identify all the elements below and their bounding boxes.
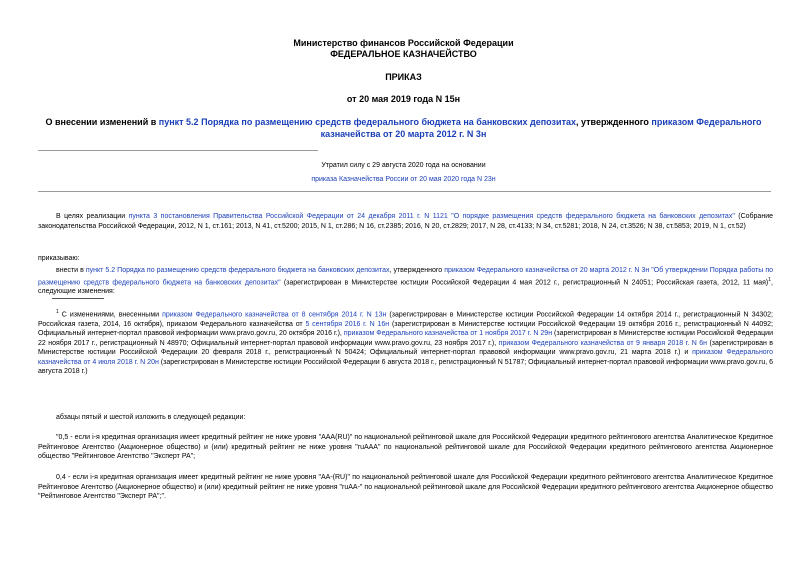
document-type: ПРИКАЗ — [385, 72, 422, 82]
title-link-order[interactable]: приказом Федерального казначейства от 20 марта 2012 г. N 3н — [320, 117, 762, 139]
footnote-mark: 1 — [56, 309, 59, 315]
footnote-link-5[interactable]: приказом Федерального казначейства от 4 июля 2018 г. N 20н — [38, 349, 773, 366]
amendment-link-order[interactable]: приказом Федерального казначейства от 20 марта 2012 г. N 3н "Об утверждении Порядка работы по размещению средств федерального бюджета на банковских депозитах" — [38, 267, 774, 286]
status-link[interactable]: приказа Казначейства России от 20 мая 2020 года N 23н — [311, 176, 496, 183]
footnote-link-2[interactable]: 5 сентября 2016 г. N 16н — [305, 320, 390, 328]
footnote-text-3: (зарегистрирован в Министерстве юстиции Российской Федерации 19 октября 2016 г., регистрационный N 44092; Официальный интернет-портал правовой информации www.pravo.gov.ru, 20 октября 2016 г.), — [38, 320, 773, 338]
title-middle: , утвержденного — [576, 117, 652, 127]
preamble-link-resolution[interactable]: пункта 3 постановления Правительства Российской Федерации от 24 декабря 2011 г. N 1121 "О порядке размещения средств федерального бюджета на банковских депозитах" — [128, 213, 735, 220]
amendment-text-2: , утвержденного — [389, 267, 445, 274]
title-prefix: О внесении изменений в — [45, 117, 159, 127]
footnote-ref[interactable]: 1 — [768, 276, 772, 283]
footnote-link-1[interactable]: приказом Федерального казначейства от 8 сентября 2014 г. N 13н — [162, 311, 387, 319]
ministry-name: Министерство финансов Российской Федерации — [293, 38, 514, 48]
quote-paragraph-2: 0,4 - если i-я кредитная организация имеет кредитный рейтинг не ниже уровня "AA-(RU)" по национальной рейтинговой шкале для Российской Федерации кредитного рейтингового агентства Аналитическое Кредитное Рейтинговое Агентство (Акционерное общество) и (или) кредитный рейтинг не ниже уровня "ruAA-" по национальной рейтинговой шкале для Российской Федерации кредитного рейтингового агентства Акционерное общество "Рейтинговое Агентство "Эксперт РА";". — [38, 474, 773, 500]
divider-status — [38, 191, 771, 192]
agency-name: ФЕДЕРАЛЬНОЕ КАЗНАЧЕЙСТВО — [330, 49, 477, 59]
footnote-text-1: С изменениями, внесенными — [58, 311, 163, 319]
amendment-paragraph — [38, 266, 773, 297]
footnote-paragraph — [38, 308, 773, 377]
status-line: Утратил силу с 29 августа 2020 года на основании — [321, 162, 486, 169]
amendment-link-procedure[interactable]: пункт 5.2 Порядка по размещению средств федерального бюджета на банковских депозитах — [85, 267, 390, 274]
amendment-text-1: внести в — [56, 267, 86, 274]
quote-paragraph-1: "0,5 - если i-я кредитная организация имеет кредитный рейтинг не ниже уровня "AAA(RU)" по национальной рейтинговой шкале для Российской Федерации кредитного рейтингового агентства Аналитическое Кредитное Рейтинговое Агентство (Акционерное общество) и (или) кредитный рейтинг не ниже уровня "ruAAA" по национальной рейтинговой шкале для Российской Федерации кредитного рейтингового агентства Акционерное общество "Рейтинговое Агентство "Эксперт РА"; — [38, 434, 773, 460]
preamble-text-2: (Собрание законодательства Российской Федерации, 2012, N 1, ст.161; 2013, N 41, ст.5200; 2015, N 1, ст.286; N 16, ст.2385; 2016, N 20, ст.2829; 2017, N 28, ст.4133; N 34, ст.5281; 2018, N 24, ст.3526; N 38, ст.5853; 2019, N 1, ст.52) — [38, 213, 773, 230]
amendment-text-4: , следующие изменения: — [38, 278, 773, 296]
footnote-text-2: (зарегистрирован в Министерстве юстиции Российской Федерации 14 октября 2014 г., регистрационный N 34302; Российская газета, 2014, 16 октября), приказом Федерального казначейства от — [38, 311, 773, 328]
footnote-divider — [52, 298, 104, 299]
document-title — [40, 116, 767, 140]
instruction-paragraph: абзацы пятый и шестой изложить в следующей редакции: — [56, 414, 246, 421]
footnote-text-6: (зарегистрирован в Министерстве юстиции Российской Федерации 6 августа 2018 г., регистрационный N 51787; Официальный интернет-портал правовой информации www.pravo.gov.ru, 6 августа 2018 г.) — [38, 358, 773, 376]
footnote-link-3[interactable]: приказом Федерального казначейства от 1 ноября 2017 г. N 29н — [343, 330, 553, 338]
footnote-text-4: (зарегистрирован в Министерстве юстиции Российской Федерации 22 ноября 2017 г., регистрационный N 48970; Официальный интернет-портал правовой информации www.pravo.gov.ru, 23 ноября 2017 г.), — [38, 330, 773, 347]
amendment-text-3: (зарегистрирован в Министерстве юстиции Российской Федерации 4 мая 2012 г., регистрационный N 24051; Российская газета, 2012, 11 мая) — [280, 278, 769, 286]
title-link-procedure[interactable]: пункт 5.2 Порядка по размещению средств федерального бюджета на банковских депозитах — [158, 117, 576, 127]
order-word: приказываю: — [38, 255, 80, 262]
divider-top-left — [38, 150, 318, 151]
preamble-paragraph — [38, 212, 773, 231]
footnote-link-4[interactable]: приказом Федерального казначейства от 9 января 2018 г. N 6н — [498, 339, 707, 347]
footnote-text-5: (зарегистрирован в Министерстве юстиции Российской Федерации 20 февраля 2018 г., регистрационный N 50424; Официальный интернет-портал правовой информации www.pravo.gov.ru, 21 марта 2018 г.) и — [38, 339, 773, 357]
document-date-number: от 20 мая 2019 года N 15н — [346, 94, 461, 104]
preamble-text-1: В целях реализации — [56, 213, 129, 220]
